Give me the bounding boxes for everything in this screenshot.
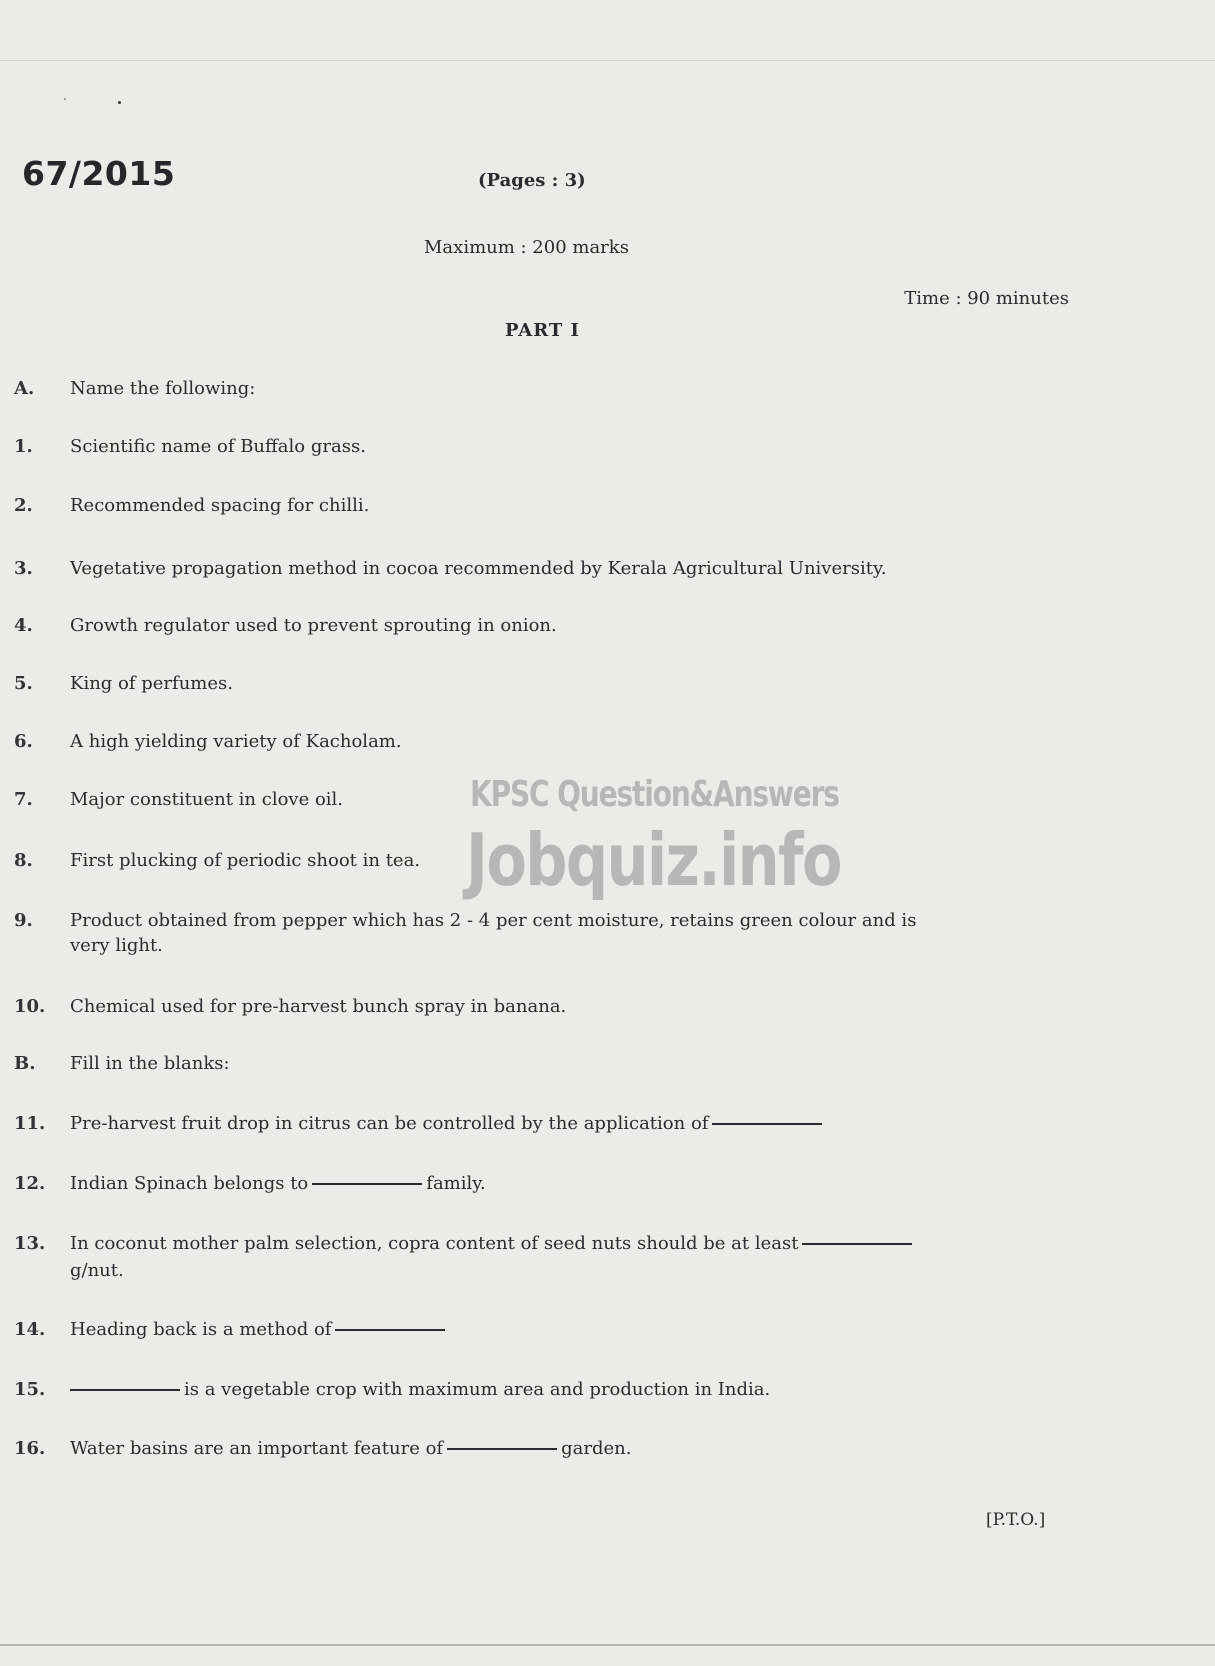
question-number: 11. <box>14 1113 46 1134</box>
please-turn-over: [P.T.O.] <box>986 1510 1046 1530</box>
time-allowed: Time : 90 minutes <box>904 288 1069 309</box>
question-number: 10. <box>14 996 46 1017</box>
section-label: B. <box>14 1053 36 1074</box>
watermark-line-2: Jobquiz.info <box>466 818 841 902</box>
question-text: First plucking of periodic shoot in tea. <box>70 850 421 871</box>
question-number: 3. <box>14 558 33 579</box>
question-text: Chemical used for pre-harvest bunch spray in banana. <box>70 996 567 1017</box>
question-number: 1. <box>14 436 33 457</box>
question-text-wrap <box>70 1316 1070 1343</box>
question-text: Heading back is a method of <box>70 1319 332 1340</box>
question-number: 13. <box>14 1233 46 1254</box>
question-text: Vegetative propagation method in cocoa recommended by Kerala Agricultural University. <box>70 558 887 579</box>
pages-count: (Pages : 3) <box>478 170 586 191</box>
question-text-wrap <box>70 1230 1070 1257</box>
question-number: 14. <box>14 1319 46 1340</box>
question-text-continued: very light. <box>70 935 163 956</box>
question-text: In coconut mother palm selection, copra content of seed nuts should be at least <box>70 1233 799 1254</box>
question-number: 8. <box>14 850 33 871</box>
section-text: Name the following: <box>70 378 256 399</box>
answer-blank <box>70 1389 180 1391</box>
question-text-before-blank: Water basins are an important feature of <box>70 1438 444 1459</box>
question-number: 9. <box>14 910 33 931</box>
question-number: 5. <box>14 673 33 694</box>
part-heading: PART I <box>505 320 580 341</box>
section-label: A. <box>14 378 35 399</box>
scan-speck <box>118 101 121 104</box>
scan-line <box>0 1644 1215 1646</box>
answer-blank <box>712 1123 822 1125</box>
question-text: Product obtained from pepper which has 2 - 4 per cent moisture, retains green colour and is <box>70 910 917 931</box>
question-number: 7. <box>14 789 33 810</box>
question-text-wrap <box>70 1170 1070 1197</box>
question-text: Scientific name of Buffalo grass. <box>70 436 366 457</box>
question-text-before-blank: Indian Spinach belongs to <box>70 1173 309 1194</box>
question-number: 16. <box>14 1438 46 1459</box>
question-text: Pre-harvest fruit drop in citrus can be controlled by the application of <box>70 1113 709 1134</box>
question-text: King of perfumes. <box>70 673 233 694</box>
answer-blank <box>312 1183 422 1185</box>
answer-blank <box>447 1448 557 1450</box>
question-text-continued: g/nut. <box>70 1260 124 1281</box>
maximum-marks: Maximum : 200 marks <box>424 237 629 258</box>
question-text-after-blank: is a vegetable crop with maximum area and production in India. <box>184 1379 771 1400</box>
answer-blank <box>335 1329 445 1331</box>
question-text: Growth regulator used to prevent sprouting in onion. <box>70 615 557 636</box>
question-text: A high yielding variety of Kacholam. <box>70 731 402 752</box>
question-number: 6. <box>14 731 33 752</box>
scan-line <box>0 60 1215 61</box>
watermark-line-1: KPSC Question&Answers <box>470 774 839 815</box>
question-number: 4. <box>14 615 33 636</box>
question-text-wrap <box>70 1110 1070 1137</box>
question-text-after-blank: family. <box>426 1173 486 1194</box>
question-number: 15. <box>14 1379 46 1400</box>
section-text: Fill in the blanks: <box>70 1053 230 1074</box>
question-text: Major constituent in clove oil. <box>70 789 344 810</box>
scan-speck <box>64 98 66 100</box>
question-text: Recommended spacing for chilli. <box>70 495 370 516</box>
question-number: 2. <box>14 495 33 516</box>
answer-blank <box>802 1243 912 1245</box>
question-number: 12. <box>14 1173 46 1194</box>
question-text-wrap <box>70 1435 1070 1462</box>
question-text-wrap <box>70 1376 1070 1403</box>
paper-code: 67/2015 <box>22 154 176 193</box>
question-text-after-blank: garden. <box>561 1438 632 1459</box>
